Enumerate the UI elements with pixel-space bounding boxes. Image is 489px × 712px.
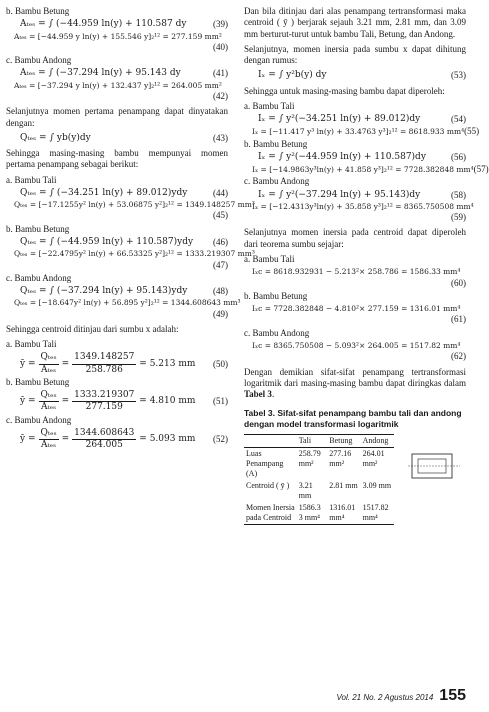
section-label: b. Bambu Betung — [244, 290, 308, 301]
equation-48 — [6, 286, 228, 297]
equation-number: (50) — [213, 358, 228, 369]
paragraph: Dan bila ditinjau dari alas penampang tertransformasi maka centroid ( ȳ ) berjarak sejauh 3.21 mm, 2.81 mm, dan 3.09 mm berturut-turut untuk bambu Tali, Betung, dan Andong. — [244, 6, 466, 39]
section-label: a. Bambu Tali — [244, 100, 295, 111]
equation-number: (58) — [451, 189, 466, 200]
equation-number: (57) — [473, 164, 489, 174]
section-label: b. Bambu Betung — [244, 138, 308, 149]
equation-42 — [6, 81, 228, 90]
section-label: b. Bambu Betung — [6, 6, 70, 16]
page-number: 155 — [439, 687, 466, 704]
table-cell: Momen Inersia pada Centroid — [246, 502, 295, 522]
equation-body: Qₜₑₛ = ∫ (−37.294 ln(y) + 95.143)ydy — [20, 286, 188, 296]
equation-47 — [6, 249, 255, 259]
denominator: 277.159 — [85, 402, 123, 413]
equation-56 — [244, 152, 466, 163]
equation-57 — [244, 164, 489, 175]
equals-sign: = — [61, 434, 70, 444]
section-label: c. Bambu Andong — [6, 55, 72, 66]
table-cell: 1316.01 mm⁴ — [329, 502, 356, 522]
equation-lhs: ȳ = — [20, 434, 36, 444]
equation-result: = 5.093 mm — [139, 434, 196, 444]
table-caption: Tabel 3. Sifat-sifat penampang bambu tali dan andong dengan model transformasi logaritmik — [244, 408, 462, 429]
volume-info: Vol. 21 No. 2 Agustus 2014 — [336, 693, 434, 702]
paragraph-text: Dengan demikian sifat-sifat penampang tertransformasi logaritmik dari masing-masing bambu dapat diringkas dalam — [244, 366, 466, 388]
denominator: Aₜₑₛ — [40, 440, 57, 451]
paragraph: Sehingga masing-masing bambu mempunyai momen pertama penampang sebagai berikut: — [6, 148, 228, 170]
equation-number: (46) — [213, 236, 228, 247]
equation-body — [6, 428, 202, 452]
cross-section-diagram — [404, 444, 464, 486]
equation-body: Iₓ = ∫ y²(−34.251 ln(y) + 89.012)dy — [258, 114, 421, 124]
section-label: c. Bambu Andong — [244, 327, 310, 338]
fraction — [72, 428, 136, 452]
denominator: 258.786 — [85, 364, 123, 375]
equation-body: Iₓ = [−12.4313y³ln(y) + 35.858 y³]₂¹² = 8365.750508 mm⁴ — [252, 201, 474, 211]
equation-body: Qₜₑₛ = [−18.647y² ln(y) + 56.895 y²]₂¹² = 1344.608643 mm³ — [14, 298, 241, 308]
equation-body: Iₓ = [−14.9863y³ln(y) + 41.858 y³]₂¹² = 7728.382848 mm⁴ — [252, 164, 474, 174]
equation-59 — [244, 201, 474, 211]
equation-number: (48) — [213, 286, 228, 296]
paragraph-text: . — [271, 389, 275, 399]
equation-lhs: ȳ = — [20, 358, 36, 369]
table-header: Tali — [298, 435, 312, 445]
equals-sign: = — [61, 396, 70, 407]
page-footer — [336, 686, 466, 706]
fraction — [39, 352, 59, 376]
table-reference: Tabel 3 — [244, 389, 272, 399]
equation-number: (43) — [213, 132, 228, 143]
equation-body: Aₜₑₛ = ∫ (−44.959 ln(y) + 110.587 dy — [20, 19, 187, 30]
paragraph: Selanjutnya momen inersia pada centroid dapat diperoleh dari teorema sumbu sejajar: — [244, 227, 466, 249]
numerator: Qₜₑₛ — [39, 390, 59, 402]
equation-44 — [6, 188, 228, 199]
left-column — [6, 6, 255, 452]
equation-body: Iₓc = 7728.382848 − 4.810²× 277.159 = 1316.01 mm⁴ — [252, 304, 461, 313]
table-row — [244, 447, 394, 480]
table-header: Betung — [329, 435, 353, 445]
equation-body — [6, 352, 202, 376]
equation-body: Iₓc = 8365.750508 − 5.093²× 264.005 = 1517.82 mm⁴ — [252, 340, 461, 350]
table-cell: 3.09 mm — [362, 480, 392, 490]
numerator: 1333.219307 — [72, 390, 136, 402]
equation-body: Aₜₑₛ = ∫ (−37.294 ln(y) + 95.143 dy — [20, 68, 181, 79]
table-cell: 2.81 mm — [329, 480, 358, 490]
paragraph: Selanjutnya, momen inersia pada sumbu x dapat dihitung dengan rumus: — [244, 43, 466, 65]
paragraph: Selanjutnya momen pertama penampang dapat dinyatakan dengan: — [6, 106, 228, 128]
denominator: Aₜₑₛ — [40, 402, 57, 413]
table-cell: 277.16 mm² — [329, 448, 352, 468]
equation-number: (41) — [213, 68, 228, 79]
equation-51 — [6, 390, 228, 414]
equation-body: Iₓc = 8618.932931 − 5.213²× 258.786 = 1586.33 mm⁴ — [252, 267, 461, 277]
equation-body: Qₜₑₛ = ∫ (−34.251 ln(y) + 89.012)ydy — [20, 187, 188, 198]
numerator: 1344.608643 — [72, 428, 136, 440]
equation-58 — [244, 190, 466, 201]
table-header-row — [244, 434, 394, 447]
equation-number: (44) — [213, 187, 228, 198]
equation-53 — [244, 70, 466, 81]
denominator: 264.005 — [85, 440, 123, 451]
equation-number: (39) — [213, 19, 228, 30]
equation-number: (49) — [213, 308, 228, 319]
equation-body: Qₜₑₛ = [−22.4795y² ln(y) + 66.53325 y²]₂¹² = 1333.219307 mm³ — [14, 249, 255, 259]
equation-number: (51) — [213, 396, 228, 407]
equation-body: Iₓ = ∫ y²(−37.294 ln(y) + 95.143)dy — [258, 189, 421, 200]
equation-number: (42) — [213, 91, 228, 101]
table-row — [244, 480, 394, 502]
equation-number: (52) — [213, 434, 228, 444]
equation-body: Iₓ = [−11.417 y³ ln(y) + 33.4763 y³]₂¹² = 8618.933 mm⁴ — [252, 127, 465, 137]
table-container — [244, 434, 466, 525]
equation-45 — [6, 200, 255, 209]
table-cell: 258.79 mm² — [298, 448, 321, 468]
equation-49 — [6, 298, 241, 308]
table-cell: 1586.3 3 mm⁴ — [298, 502, 321, 522]
equation-52 — [6, 428, 228, 452]
equation-55 — [244, 126, 480, 137]
section-label: a. Bambu Tali — [244, 253, 295, 264]
equation-body: Iₓ = ∫ y²(−44.959 ln(y) + 110.587)dy — [258, 151, 426, 162]
table-cell: Centroid ( ȳ ) — [246, 480, 290, 490]
equation-number: (62) — [451, 351, 466, 362]
fraction — [72, 352, 136, 376]
equation-61 — [244, 304, 466, 313]
equation-62 — [244, 341, 466, 350]
equation-41 — [6, 68, 228, 79]
equation-body: Aₜₑₛ = [−37.294 y ln(y) + 132.437 y]₂¹² = 264.005 mm² — [14, 80, 222, 90]
fraction — [72, 390, 136, 414]
section-label: b. Bambu Betung — [6, 223, 70, 234]
section-label: c. Bambu Andong — [244, 176, 310, 187]
equation-number: (45) — [213, 210, 228, 221]
table-cell: Luas Penampang (A) — [246, 448, 284, 478]
table-row — [244, 502, 394, 525]
equation-body: Iₓ = ∫ y²b(y) dy — [258, 70, 327, 81]
equation-number: (61) — [451, 314, 466, 325]
table-cell: 3.21 mm — [298, 480, 313, 500]
equation-50 — [6, 352, 228, 376]
equation-number: (56) — [451, 151, 466, 162]
section-label: c. Bambu Andong — [6, 272, 72, 283]
numerator: 1349.148257 — [72, 352, 136, 364]
equation-40 — [6, 32, 228, 41]
table-cell: 1517.82 mm⁴ — [362, 502, 389, 522]
table-header — [244, 434, 297, 447]
properties-table — [244, 434, 394, 525]
equation-60 — [244, 267, 466, 276]
numerator: Qₜₑₛ — [39, 428, 59, 440]
equation-number: (60) — [451, 277, 466, 288]
section-label: a. Bambu Tali — [6, 339, 57, 350]
section-label: a. Bambu Tali — [6, 174, 57, 185]
equation-54 — [244, 114, 466, 125]
equation-body: Qₜₑₛ = ∫ yb(y)dy — [20, 132, 91, 143]
equation-body — [6, 390, 202, 414]
equation-number: (53) — [451, 70, 466, 81]
fraction — [39, 390, 59, 414]
right-column — [244, 6, 489, 525]
equation-number: (54) — [451, 114, 466, 124]
paragraph — [244, 367, 466, 401]
equation-body: Qₜₑₛ = [−17.1255y² ln(y) + 53.06875 y²]₂¹² = 1349.148257 mm³ — [14, 200, 255, 209]
denominator: Aₜₑₛ — [40, 364, 57, 375]
numerator: Qₜₑₛ — [39, 352, 59, 364]
table-cell: 264.01 mm² — [362, 448, 385, 468]
equation-46 — [6, 237, 228, 248]
equation-result: = 5.213 mm — [139, 358, 196, 369]
equation-body: Qₜₑₛ = ∫ (−44.959 ln(y) + 110.587)ydy — [20, 236, 194, 247]
section-label: c. Bambu Andong — [6, 414, 72, 425]
equation-number: (47) — [213, 259, 228, 270]
equation-39 — [6, 19, 228, 30]
equation-number: (40) — [213, 41, 228, 52]
paragraph: Sehingga centroid ditinjau dari sumbu x adalah: — [6, 323, 179, 334]
table-header: Andong — [362, 435, 389, 445]
equation-number: (59) — [451, 212, 466, 223]
paragraph: Sehingga untuk masing-masing bambu dapat diperoleh: — [244, 85, 445, 96]
equation-43 — [6, 133, 228, 144]
equation-result: = 4.810 mm — [139, 396, 196, 407]
equation-body: Aₜₑₛ = [−44.959 y ln(y) + 155.546 y]₂¹² = 277.159 mm² — [14, 31, 222, 41]
equation-number: (55) — [464, 126, 480, 137]
section-label: b. Bambu Betung — [6, 376, 70, 387]
equation-lhs: ȳ = — [20, 396, 36, 407]
fraction — [39, 428, 59, 452]
equals-sign: = — [61, 358, 70, 369]
